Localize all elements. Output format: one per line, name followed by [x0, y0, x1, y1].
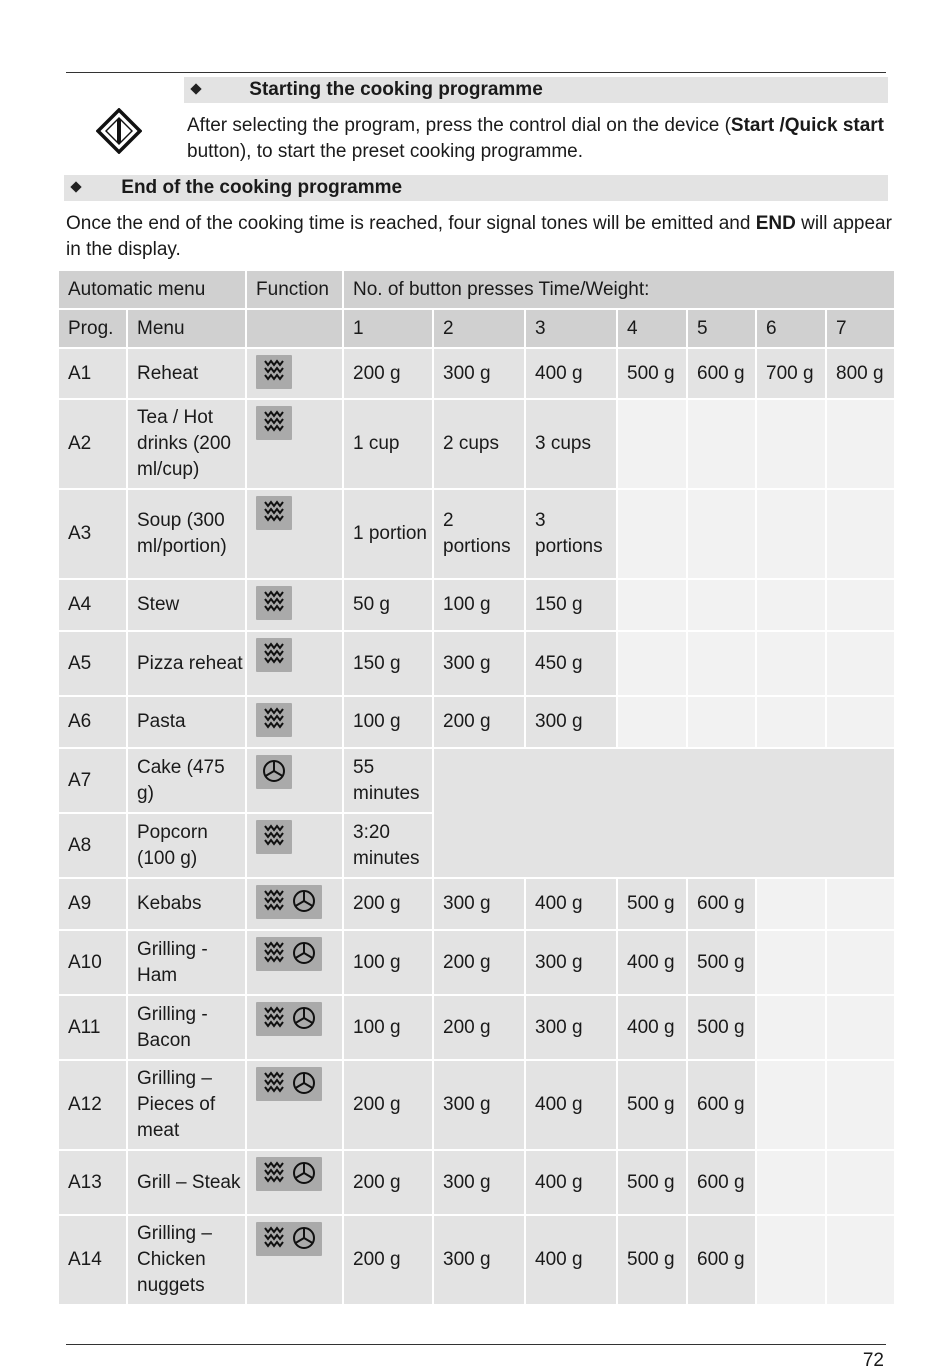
value-cell: 400 g [525, 1060, 617, 1150]
start-heading [184, 77, 888, 103]
microwave-icon [259, 586, 289, 620]
function-icon-box [256, 406, 292, 440]
end-display-code: END [755, 213, 796, 234]
value-cell: 800 g [826, 348, 895, 399]
empty-cell [826, 1060, 895, 1150]
microwave-icon [259, 703, 289, 737]
empty-cell [687, 696, 756, 748]
value-cell: 150 g [525, 579, 617, 631]
automatic-menu-table [57, 269, 896, 1306]
value-cell: 300 g [525, 930, 617, 995]
end-paragraph [66, 211, 892, 263]
header-col: 7 [826, 309, 895, 348]
function-icon-box [256, 755, 292, 789]
start-heading-text: Starting the cooking programme [249, 79, 543, 100]
prog-cell: A9 [58, 878, 127, 930]
header-function: Function [246, 270, 343, 309]
value-cell: 700 g [756, 348, 826, 399]
empty-cell [756, 995, 826, 1060]
header-col: 1 [343, 309, 433, 348]
prog-cell: A7 [58, 748, 127, 813]
function-icon-box [256, 937, 322, 971]
function-cell [246, 696, 343, 748]
empty-cell [756, 579, 826, 631]
value-cell: 200 g [433, 930, 525, 995]
start-paragraph [187, 113, 889, 165]
empty-cell [617, 489, 687, 579]
function-icon-box [256, 638, 292, 672]
value-cell: 300 g [525, 696, 617, 748]
microwave-icon [259, 1067, 289, 1101]
top-rule [66, 72, 886, 73]
start-text: After selecting the program, press the control dial on the device ( [187, 115, 731, 136]
menu-cell: Pasta [127, 696, 246, 748]
empty-cell [617, 579, 687, 631]
function-cell [246, 995, 343, 1060]
function-cell [246, 579, 343, 631]
empty-cell [617, 399, 687, 489]
function-cell [246, 1060, 343, 1150]
header-col: 4 [617, 309, 687, 348]
fan-icon [289, 1222, 319, 1256]
value-cell: 100 g [343, 930, 433, 995]
value-cell: 100 g [343, 995, 433, 1060]
function-cell [246, 489, 343, 579]
value-cell: 400 g [525, 1150, 617, 1215]
function-icon-box [256, 1222, 322, 1256]
value-cell: 100 g [433, 579, 525, 631]
value-cell: 55 minutes [343, 748, 433, 813]
microwave-icon [259, 1002, 289, 1036]
empty-cell [826, 489, 895, 579]
value-cell: 300 g [433, 1150, 525, 1215]
function-cell [246, 930, 343, 995]
empty-cell [826, 878, 895, 930]
header-col: 5 [687, 309, 756, 348]
menu-cell: Kebabs [127, 878, 246, 930]
function-icon-box [256, 355, 292, 389]
function-cell [246, 748, 343, 813]
value-cell: 500 g [617, 1060, 687, 1150]
function-cell [246, 878, 343, 930]
empty-cell [756, 1060, 826, 1150]
end-heading [64, 175, 888, 201]
value-cell: 500 g [617, 1215, 687, 1305]
empty-cell [687, 489, 756, 579]
fan-icon [289, 1067, 319, 1101]
value-cell: 300 g [433, 878, 525, 930]
empty-cell [756, 631, 826, 696]
table-row [58, 995, 895, 1060]
empty-cell [687, 631, 756, 696]
empty-cell [756, 1215, 826, 1305]
function-cell [246, 631, 343, 696]
table-row [58, 1150, 895, 1215]
menu-cell: Soup (300 ml/portion) [127, 489, 246, 579]
value-cell: 100 g [343, 696, 433, 748]
function-icon-box [256, 820, 292, 854]
header-automatic-menu: Automatic menu [58, 270, 246, 309]
menu-cell: Grill – Steak [127, 1150, 246, 1215]
header-col: 6 [756, 309, 826, 348]
table-row [58, 399, 895, 489]
empty-cell [756, 399, 826, 489]
value-cell: 200 g [343, 1150, 433, 1215]
header-presses: No. of button presses Time/Weight: [343, 270, 895, 309]
prog-cell: A3 [58, 489, 127, 579]
value-cell: 400 g [525, 878, 617, 930]
menu-cell: Reheat [127, 348, 246, 399]
menu-cell: Grilling - Ham [127, 930, 246, 995]
header-menu: Menu [127, 309, 246, 348]
value-cell: 600 g [687, 1150, 756, 1215]
header-prog: Prog. [58, 309, 127, 348]
microwave-icon [259, 885, 289, 919]
value-cell: 200 g [343, 878, 433, 930]
empty-cell [756, 930, 826, 995]
value-cell: 300 g [433, 348, 525, 399]
empty-cell [826, 579, 895, 631]
table-row [58, 579, 895, 631]
function-cell [246, 348, 343, 399]
value-cell: 150 g [343, 631, 433, 696]
empty-cell [617, 696, 687, 748]
table-header-row [58, 270, 895, 309]
microwave-icon [259, 820, 289, 854]
function-cell [246, 1215, 343, 1305]
prog-cell: A12 [58, 1060, 127, 1150]
table-row [58, 930, 895, 995]
microwave-icon [259, 1157, 289, 1191]
value-cell: 500 g [617, 1150, 687, 1215]
function-icon-box [256, 1002, 322, 1036]
value-cell: 200 g [343, 1215, 433, 1305]
value-cell: 200 g [433, 696, 525, 748]
microwave-icon [259, 638, 289, 672]
value-cell: 2 portions [433, 489, 525, 579]
prog-cell: A2 [58, 399, 127, 489]
value-cell: 200 g [343, 348, 433, 399]
function-icon-box [256, 496, 292, 530]
prog-cell: A11 [58, 995, 127, 1060]
value-cell: 600 g [687, 348, 756, 399]
end-heading-text: End of the cooking programme [121, 177, 403, 198]
value-cell: 450 g [525, 631, 617, 696]
table-row [58, 878, 895, 930]
bullet-diamond-icon [190, 83, 201, 94]
prog-cell: A4 [58, 579, 127, 631]
function-icon-box [256, 703, 292, 737]
value-cell: 300 g [433, 631, 525, 696]
value-cell: 1 portion [343, 489, 433, 579]
empty-cell [826, 995, 895, 1060]
function-icon-box [256, 885, 322, 919]
empty-cell [826, 631, 895, 696]
header-col: 2 [433, 309, 525, 348]
microwave-icon [259, 937, 289, 971]
start-text-end: button), to start the preset cooking programme. [187, 141, 584, 162]
value-cell: 1 cup [343, 399, 433, 489]
merged-empty-cell [433, 748, 895, 878]
value-cell: 600 g [687, 878, 756, 930]
value-cell: 500 g [617, 878, 687, 930]
empty-cell [756, 489, 826, 579]
menu-cell: Grilling - Bacon [127, 995, 246, 1060]
microwave-icon [259, 496, 289, 530]
empty-cell [756, 696, 826, 748]
prog-cell: A13 [58, 1150, 127, 1215]
function-icon-box [256, 1157, 322, 1191]
prog-cell: A5 [58, 631, 127, 696]
fan-icon [289, 885, 319, 919]
value-cell: 50 g [343, 579, 433, 631]
header-function-blank [246, 309, 343, 348]
function-cell [246, 813, 343, 878]
end-text: Once the end of the cooking time is reached, four signal tones will be emitted and [66, 213, 756, 234]
table-row [58, 748, 895, 813]
value-cell: 300 g [433, 1060, 525, 1150]
fan-icon [259, 755, 289, 789]
empty-cell [826, 696, 895, 748]
prog-cell: A1 [58, 348, 127, 399]
value-cell: 400 g [617, 930, 687, 995]
value-cell: 400 g [525, 1215, 617, 1305]
header-col: 3 [525, 309, 617, 348]
function-icon-box [256, 1067, 322, 1101]
empty-cell [756, 1150, 826, 1215]
prog-cell: A8 [58, 813, 127, 878]
empty-cell [826, 1150, 895, 1215]
value-cell: 500 g [687, 930, 756, 995]
function-cell [246, 1150, 343, 1215]
start-button-name: Start /Quick start [730, 115, 885, 136]
empty-cell [826, 930, 895, 995]
prog-cell: A14 [58, 1215, 127, 1305]
table-row [58, 1060, 895, 1150]
table-row [58, 489, 895, 579]
table-row [58, 696, 895, 748]
empty-cell [687, 579, 756, 631]
fan-icon [289, 937, 319, 971]
value-cell: 200 g [433, 995, 525, 1060]
start-dial-icon [96, 108, 142, 154]
value-cell: 600 g [687, 1060, 756, 1150]
table-row [58, 348, 895, 399]
value-cell: 2 cups [433, 399, 525, 489]
value-cell: 3:20 minutes [343, 813, 433, 878]
menu-cell: Pizza reheat [127, 631, 246, 696]
page-number: 72 [862, 1350, 884, 1371]
prog-cell: A10 [58, 930, 127, 995]
value-cell: 3 portions [525, 489, 617, 579]
bullet-diamond-icon [70, 181, 81, 192]
microwave-icon [259, 1222, 289, 1256]
microwave-icon [259, 406, 289, 440]
table-subheader-row [58, 309, 895, 348]
value-cell: 600 g [687, 1215, 756, 1305]
fan-icon [289, 1157, 319, 1191]
bottom-rule [66, 1344, 886, 1345]
prog-cell: A6 [58, 696, 127, 748]
value-cell: 300 g [525, 995, 617, 1060]
empty-cell [826, 1215, 895, 1305]
value-cell: 400 g [525, 348, 617, 399]
value-cell: 500 g [617, 348, 687, 399]
function-cell [246, 399, 343, 489]
menu-cell: Cake (475 g) [127, 748, 246, 813]
menu-cell: Stew [127, 579, 246, 631]
value-cell: 200 g [343, 1060, 433, 1150]
table-row [58, 1215, 895, 1305]
function-icon-box [256, 586, 292, 620]
empty-cell [687, 399, 756, 489]
empty-cell [756, 878, 826, 930]
empty-cell [826, 399, 895, 489]
end-text-end: will appear in the display. [66, 213, 892, 260]
value-cell: 300 g [433, 1215, 525, 1305]
menu-cell: Popcorn (100 g) [127, 813, 246, 878]
microwave-icon [259, 355, 289, 389]
value-cell: 500 g [687, 995, 756, 1060]
value-cell: 400 g [617, 995, 687, 1060]
value-cell: 3 cups [525, 399, 617, 489]
menu-cell: Grilling – Pieces of meat [127, 1060, 246, 1150]
fan-icon [289, 1002, 319, 1036]
empty-cell [617, 631, 687, 696]
menu-cell: Grilling – Chicken nuggets [127, 1215, 246, 1305]
menu-cell: Tea / Hot drinks (200 ml/cup) [127, 399, 246, 489]
table-row [58, 631, 895, 696]
